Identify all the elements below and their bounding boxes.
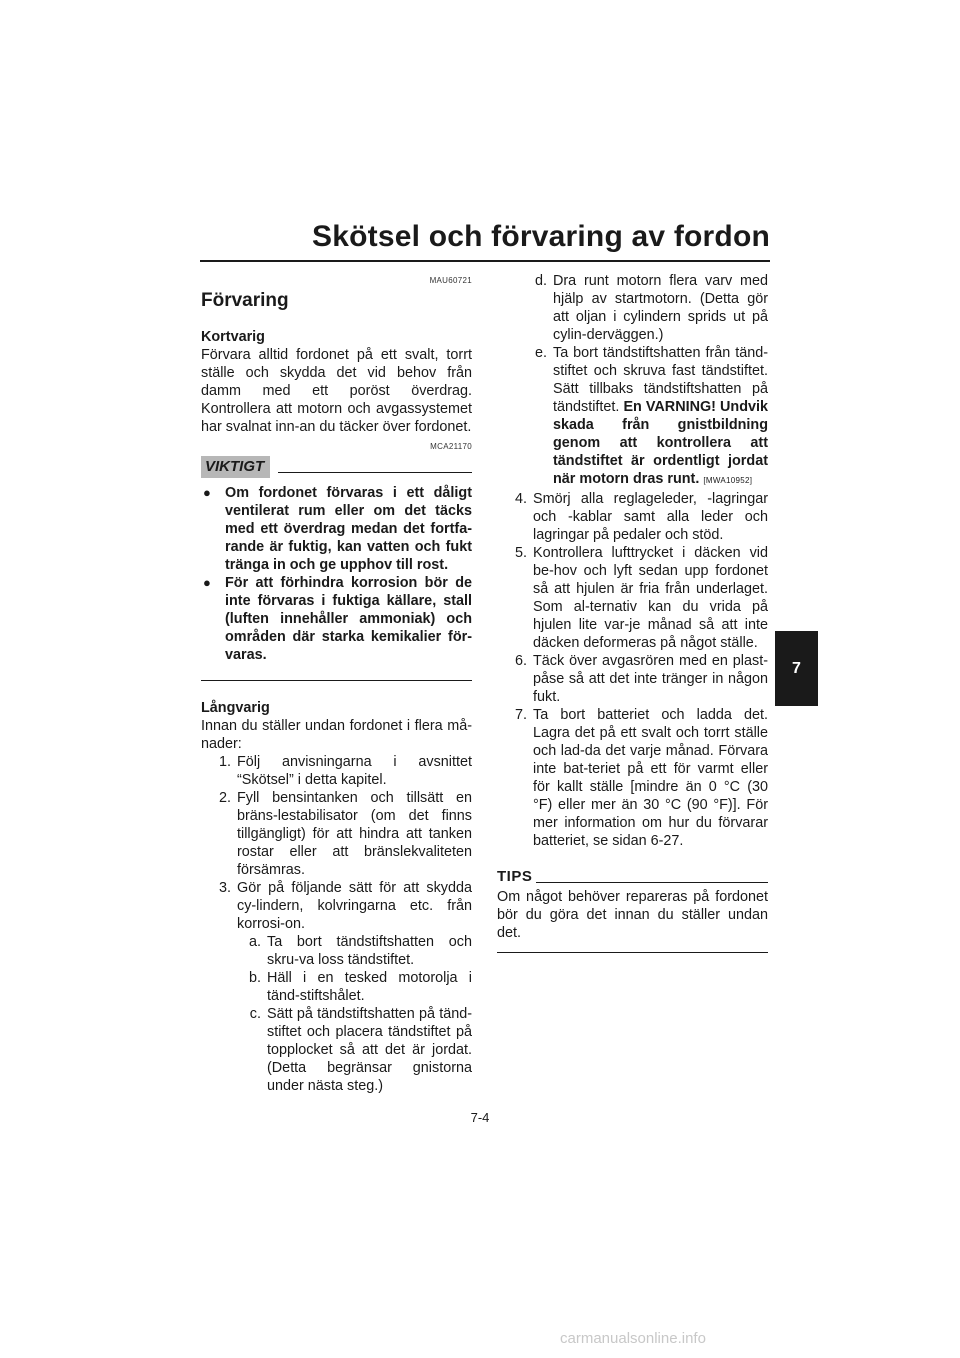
section-code: MAU60721 (429, 276, 472, 285)
storage-substeps-cont (497, 272, 768, 490)
warning-text: En VARNING! Undvik skada från gnistbildning genom att kontrollera att tändstiftet är ordentligt jordat när motorn dras runt. (553, 399, 768, 487)
bullet-icon: ● (203, 485, 211, 500)
notice-bottom-rule (201, 680, 472, 681)
bullet-icon: ● (203, 575, 211, 590)
list-item: d. Dra runt motorn flera varv med hjälp av startmotorn. (Detta gör att oljan i cylindern sprids ut på cylin-derväggen.) (534, 273, 768, 343)
storage-steps-cont (497, 490, 768, 850)
tips-header-rule (536, 882, 768, 883)
notice-header-rule (278, 472, 472, 473)
page-number: 7-4 (470, 1110, 490, 1125)
chapter-tab: 7 (775, 631, 818, 706)
storage-steps (201, 753, 472, 933)
notice-list (201, 484, 472, 664)
list-item: 3. Gör på följande sätt för att skydda cy-lindern, kolvringarna etc. från korrosi-on. (218, 880, 472, 932)
tips-text: Om något behöver repareras på fordonet bör du göra det innan du ställer undan det. (497, 889, 768, 941)
tips-tag: TIPS (497, 868, 533, 885)
list-item: 4. Smörj alla reglageleder, -lagringar och -kablar samt alla leder och lagringar på pedaler och stöd. (514, 491, 768, 543)
list-item: 1. Följ anvisningarna i avsnittet “Skötsel” i detta kapitel. (218, 754, 472, 788)
notice-item: ● För att förhindra korrosion bör de inte förvaras i fuktiga källare, stall (luften innehåller ammoniak) och områden där starka kemikalier för-varas. (203, 575, 472, 663)
list-item: 6. Täck över avgasrören med en plast-påse så att det inte tränger in någon fukt. (514, 653, 768, 705)
notice-tag: VIKTIGT (201, 456, 270, 478)
right-column (497, 272, 768, 953)
long-term-intro: Innan du ställer undan fordonet i flera må-nader: (201, 718, 472, 752)
list-item: e. Ta bort tändstiftshatten från tänd-stiftet och skruva fast tändstiftet. Sätt tillbaks tändstiftshatten på tändstiftet. En VARNING! Undvik skada från gnistbildning genom att kontrollera att tändstiftet är ordentligt jordat när motorn dras runt. [MWA10952] (517, 344, 768, 490)
watermark: carmanualsonline.info (560, 1330, 706, 1347)
substep-e-text: Ta bort tändstiftshatten från tänd-stiftet och skruva fast tändstiftet. Sätt tillbaks tändstiftshatten på tändstiftet. En VARNING! Undvik skada från gnistbildning genom att kontrollera att tändstiftet är ordentligt jordat när motorn dras runt. [MWA10952] (553, 345, 768, 487)
left-column (201, 272, 472, 1095)
list-item: c. Sätt på tändstiftshatten på tänd-stiftet och placera tändstiftet på topplocket så att det är jordat. (Detta begränsar gnistorna under nästa steg.) (249, 1006, 472, 1094)
notice-header (201, 456, 472, 478)
storage-substeps (201, 933, 472, 1095)
long-term-heading: Långvarig (201, 700, 270, 716)
section-title: Förvaring (201, 290, 289, 311)
tips-header (497, 868, 768, 886)
short-term-text: Förvara alltid fordonet på ett svalt, torrt ställe och skydda det vid behov från damm med ett poröst överdrag. Kontrollera att motorn och avgassystemet har svalnat inn-an du täcker över fordonet. (201, 347, 472, 435)
list-item: 5. Kontrollera lufttrycket i däcken vid be-hov och lyft sedan upp fordonet så att hjulen är fria från underlaget. Som al-ternativ kan du vrida på hjulen lite var-je månad så att inte däcken deformeras på något ställe. (514, 545, 768, 651)
list-item: b. Häll i en tesked motorolja i tänd-stiftshålet. (248, 970, 472, 1004)
page-header-title: Skötsel och förvaring av fordon (312, 220, 770, 253)
short-term-heading: Kortvarig (201, 329, 265, 345)
list-item: a. Ta bort tändstiftshatten och skru-va loss tändstiftet. (248, 934, 472, 968)
notice-item: ● Om fordonet förvaras i ett dåligt ventilerat rum eller om det täcks med ett överdrag medan det fortfa-rande är fuktig, kan vatten och fukt tränga in och ge upphov till rost. (203, 485, 472, 573)
list-item: 2. Fyll bensintanken och tillsätt en bräns-lestabilisator (om det finns tillgängligt) för att hindra att tanken rostar eller att bränslekvaliteten försämras. (218, 790, 472, 878)
notice-code: MCA21170 (430, 442, 472, 451)
list-item: 7. Ta bort batteriet och ladda det. Lagra det på ett svalt och torrt ställe och lad-da det varje månad. Förvara inte bat-teriet på ett för varmt eller för kallt ställe [mindre än 0 °C (30 °F) eller mer än 30 °C (90 °F)]. För mer information om hur du förvarar batteriet, se sidan 6-27. (514, 707, 768, 849)
header-rule (200, 260, 770, 262)
warning-code: [MWA10952] (703, 476, 753, 485)
tips-bottom-rule (497, 952, 768, 953)
